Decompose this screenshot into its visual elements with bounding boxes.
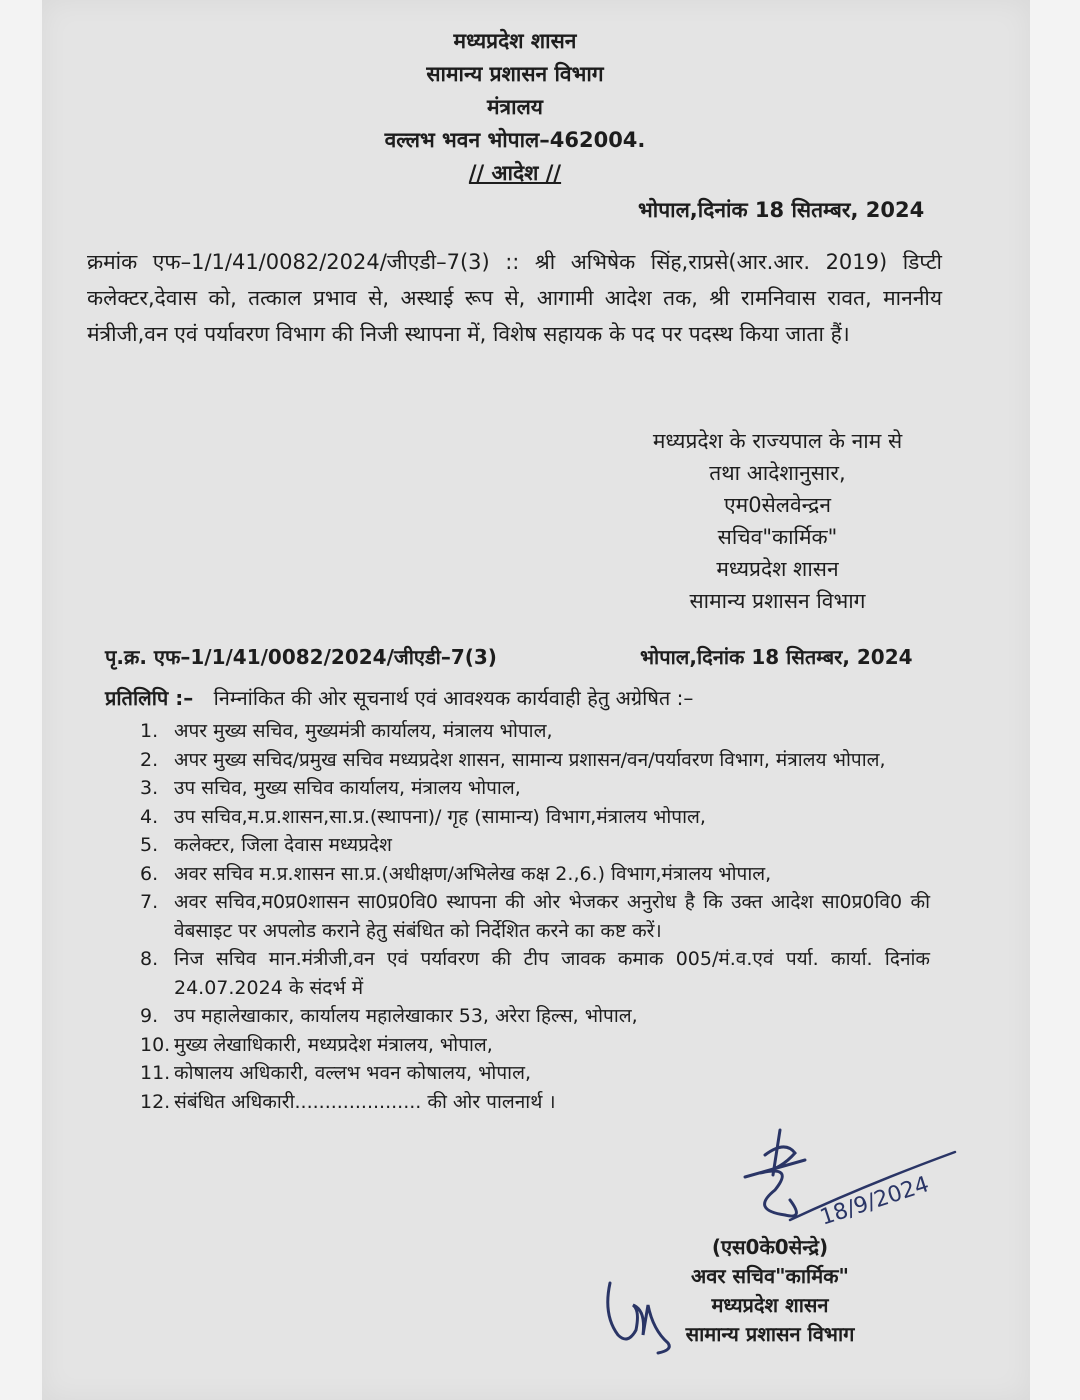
list-item-number: 2. (140, 748, 159, 771)
list-item (140, 831, 930, 860)
list-item-number: 3. (140, 777, 159, 799)
list-item (140, 1031, 930, 1060)
list-item-number: 11. (140, 1062, 171, 1084)
list-item-text: अवर सचिव,म0प्र0शासन सा0प्र0वि0 स्थापना की ओर भेजकर अनुरोध है कि उक्त आदेश सा0प्र0वि0 की वेबसाइट पर अपलोड कराने हेतु संबंधित को निर्देशित करने का कष्ट करें। (174, 891, 930, 942)
left-margin (0, 0, 42, 1400)
list-item-text: संबंधित अधिकारी..................... की ओर पालनार्थ । (174, 1090, 556, 1113)
list-item-text: कलेक्टर, जिला देवास मध्यप्रदेश (174, 834, 392, 856)
list-item-text: उप सचिव,म.प्र.शासन,सा.प्र.(स्थापना)/ गृह (सामान्य) विभाग,मंत्रालय भोपाल, (174, 805, 706, 828)
list-item (140, 888, 930, 945)
right-margin (1030, 0, 1080, 1400)
list-item-text: निज सचिव मान.मंत्रीजी,वन एवं पर्यावरण की टीप जावक कमाक 005/मं.व.एवं पर्या. कार्या. दिनांक 24.07.2024 के संदर्भ में (174, 948, 930, 999)
signatory2-designation: अवर सचिव"कार्मिक" (691, 1264, 849, 1288)
list-item (140, 860, 930, 889)
list-item-number: 9. (140, 1005, 159, 1027)
handwritten-date: 18/9/2024 (817, 1172, 933, 1231)
list-item (140, 746, 930, 775)
copy-list (140, 717, 930, 1116)
signatory-line-order: तथा आदेशानुसार, (709, 461, 846, 485)
copy-to-heading (105, 684, 693, 712)
signatory2-block (650, 1233, 890, 1349)
list-item (140, 945, 930, 1002)
signatory2-name: (एस0के0सेन्द्रे) (711, 1235, 829, 1259)
header-ministry: मंत्रालय (486, 95, 543, 119)
list-item-number: 6. (140, 862, 159, 885)
signatory-designation: सचिव"कार्मिक" (717, 525, 838, 549)
list-item-text: उप महालेखाकार, कार्यालय महालेखाकार 53, अरेरा हिल्स, भोपाल, (174, 1005, 638, 1027)
list-item-number: 8. (140, 948, 159, 970)
handwritten-signature-icon (735, 1115, 965, 1245)
list-item-text: मुख्य लेखाधिकारी, मध्यप्रदेश मंत्रालय, भोपाल, (174, 1033, 493, 1056)
list-item-number: 5. (140, 834, 159, 856)
list-item (140, 1059, 930, 1088)
list-item-text: अवर सचिव म.प्र.शासन सा.प्र.(अधीक्षण/अभिलेख कक्ष 2.,6.) विभाग,मंत्रालय भोपाल, (174, 862, 772, 885)
list-item (140, 774, 930, 803)
list-item (140, 1002, 930, 1031)
signatory-line-governor: मध्यप्रदेश के राज्यपाल के नाम से (652, 429, 903, 453)
list-item (140, 717, 930, 746)
signatory2-department: सामान्य प्रशासन विभाग (685, 1322, 855, 1346)
order-paragraph: क्रमांक एफ–1/1/41/0082/2024/जीएडी–7(3) :: श्री अभिषेक सिंह,राप्रसे(आर.आर. 2019) डिप्टी कलेक्टर,देवास को, तत्काल प्रभाव से, अस्थाई रूप से, आगामी आदेश तक, श्री रामनिवास रावत, माननीय मंत्रीजी,वन एवं पर्यावरण विभाग की निजी स्थापना में, विशेष सहायक के पद पर पदस्थ किया जाता हैं। (87, 250, 942, 346)
header-department: सामान्य प्रशासन विभाग (426, 62, 604, 86)
endorsement-number: पृ.क्र. एफ–1/1/41/0082/2024/जीएडी–7(3) (105, 645, 497, 669)
list-item-text: अपर मुख्य सचिव, मुख्यमंत्री कार्यालय, मंत्रालय भोपाल, (174, 720, 553, 742)
list-item-number: 12. (140, 1090, 171, 1113)
list-item-text: अपर मुख्य सचिद/प्रमुख सचिव मध्यप्रदेश शासन, सामान्य प्रशासन/वन/पर्यावरण विभाग, मंत्रालय भोपाल, (174, 748, 886, 771)
endorsement-date: भोपाल,दिनांक 18 सितम्बर, 2024 (640, 645, 913, 669)
copy-to-label: प्रतिलिपि :– (105, 686, 194, 710)
signatory-name: एम0सेलवेन्द्रन (724, 493, 831, 517)
order-title: // आदेश // (468, 161, 562, 185)
list-item-number: 4. (140, 805, 159, 828)
order-date: भोपाल,दिनांक 18 सितम्बर, 2024 (638, 198, 925, 222)
list-item (140, 1088, 930, 1117)
header-government: मध्यप्रदेश शासन (453, 29, 577, 53)
signatory-department: सामान्य प्रशासन विभाग (689, 589, 866, 613)
list-item-number: 7. (140, 891, 159, 913)
signatory-government: मध्यप्रदेश शासन (716, 557, 839, 581)
list-item (140, 803, 930, 832)
copy-to-text: निम्नांकित की ओर सूचनार्थ एवं आवश्यक कार्यवाही हेतु अग्रेषित :– (213, 686, 694, 710)
signatory2-government: मध्यप्रदेश शासन (711, 1293, 829, 1317)
list-item-number: 10. (140, 1033, 171, 1056)
list-item-text: कोषालय अधिकारी, वल्लभ भवन कोषालय, भोपाल, (174, 1062, 531, 1084)
list-item-text: उप सचिव, मुख्य सचिव कार्यालय, मंत्रालय भोपाल, (174, 777, 521, 799)
list-item-number: 1. (140, 720, 159, 742)
header-address: वल्लभ भवन भोपाल–462004. (384, 128, 646, 152)
signatory-block (610, 425, 945, 617)
